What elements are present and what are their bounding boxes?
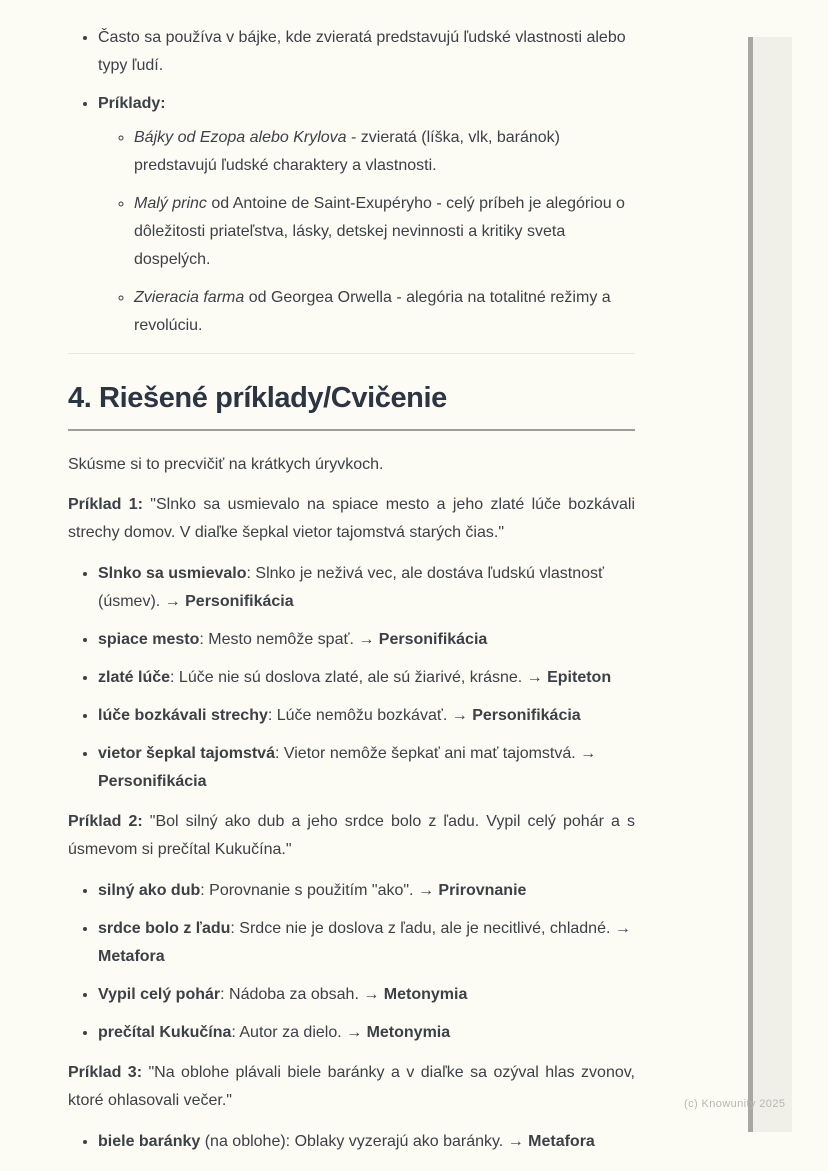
work-description: - zvieratá (líška, vlk, baránok) predstavujú ľudské charaktery a vlastnosti. bbox=[134, 129, 560, 174]
watermark: (c) Knowunity 2025 bbox=[684, 1098, 786, 1110]
example-2-paragraph bbox=[68, 808, 635, 864]
examples-label: Príklady: bbox=[98, 95, 166, 112]
explanation: (na oblohe): Oblaky vyzerajú ako baránky. → bbox=[200, 1133, 529, 1150]
device-name: Personifikácia bbox=[98, 773, 207, 790]
device-name: Prirovnanie bbox=[438, 882, 527, 899]
example-3-paragraph bbox=[68, 1059, 635, 1115]
example-label: Príklad 2: bbox=[68, 813, 143, 830]
allegory-list bbox=[68, 24, 635, 340]
explanation: : Autor za dielo. → bbox=[231, 1024, 367, 1041]
list-item bbox=[134, 190, 635, 274]
allegory-examples-list bbox=[98, 124, 635, 340]
device-name: Personifikácia bbox=[378, 631, 488, 648]
explanation: : Lúče nemôžu bozkávať. → bbox=[267, 707, 473, 724]
scrollbar-thumb[interactable] bbox=[748, 37, 753, 1132]
section-divider bbox=[68, 353, 635, 354]
list-item bbox=[134, 284, 635, 340]
work-title: Malý princ bbox=[134, 195, 207, 212]
term: spiace mesto bbox=[98, 631, 200, 648]
term: lúče bozkávali strechy bbox=[98, 707, 268, 724]
explanation: : Vietor nemôže šepkať ani mať tajomstvá. → bbox=[274, 745, 597, 762]
scrollbar-track[interactable] bbox=[753, 37, 792, 1132]
example-quote: "Bol silný ako dub a jeho srdce bolo z ľadu. Vypil celý pohár a s úsmevom si prečítal Kukučína." bbox=[68, 813, 636, 858]
document-content bbox=[68, 24, 635, 1156]
analysis-item bbox=[98, 915, 635, 971]
term: biele baránky bbox=[98, 1133, 201, 1150]
example-1-paragraph bbox=[68, 491, 635, 547]
list-item bbox=[134, 124, 635, 180]
device-name: Personifikácia bbox=[472, 707, 581, 724]
term: Vypil celý pohár bbox=[98, 986, 221, 1003]
analysis-item bbox=[98, 1128, 635, 1156]
explanation: : Srdce nie je doslova z ľadu, ale je necitlivé, chladné. → bbox=[230, 920, 631, 937]
device-name: Metonymia bbox=[366, 1024, 451, 1041]
example-quote: "Na oblohe plávali biele baránky a v diaľke sa ozýval hlas zvonov, ktoré ohlasovali večer." bbox=[68, 1064, 636, 1109]
device-name: Metafora bbox=[528, 1133, 595, 1150]
analysis-item bbox=[98, 1019, 635, 1047]
example-label: Príklad 3: bbox=[68, 1064, 143, 1081]
term: srdce bolo z ľadu bbox=[98, 920, 231, 937]
example-1-analysis-list bbox=[68, 560, 635, 796]
example-quote: "Slnko sa usmievalo na spiace mesto a jeho zlaté lúče bozkávali strechy domov. V diaľke šepkal vietor tajomstvá starých čias." bbox=[68, 496, 636, 541]
device-name: Epiteton bbox=[547, 669, 612, 686]
device-name: Metonymia bbox=[383, 986, 468, 1003]
analysis-item bbox=[98, 740, 635, 796]
usage-note-text: Často sa používa v bájke, kde zvieratá predstavujú ľudské vlastnosti alebo typy ľudí. bbox=[98, 29, 626, 74]
device-name: Personifikácia bbox=[185, 593, 294, 610]
explanation: : Nádoba za obsah. → bbox=[220, 986, 384, 1003]
list-item bbox=[98, 90, 635, 340]
explanation: : Mesto nemôže spať. → bbox=[199, 631, 379, 648]
term: vietor šepkal tajomstvá bbox=[98, 745, 275, 762]
list-item bbox=[98, 24, 635, 80]
example-2-analysis-list bbox=[68, 877, 635, 1047]
work-description: od Georgea Orwella - alegória na totalitné režimy a revolúciu. bbox=[134, 289, 611, 334]
term: silný ako dub bbox=[98, 882, 201, 899]
term: Slnko sa usmievalo bbox=[98, 565, 247, 582]
work-title: Bájky od Ezopa alebo Krylova bbox=[134, 129, 347, 146]
work-description: od Antoine de Saint-Exupéryho - celý príbeh je alegóriou o dôležitosti priateľstva, lásky, detskej nevinnosti a kritiky sveta dospelých. bbox=[134, 195, 625, 268]
section-heading: 4. Riešené príklady/Cvičenie bbox=[68, 380, 635, 431]
analysis-item bbox=[98, 981, 635, 1009]
device-name: Metafora bbox=[98, 948, 165, 965]
analysis-item bbox=[98, 877, 635, 905]
example-label: Príklad 1: bbox=[68, 496, 143, 513]
explanation: : Porovnanie s použitím "ako". → bbox=[200, 882, 439, 899]
explanation: : Slnko je neživá vec, ale dostáva ľudskú vlastnosť (úsmev). → bbox=[98, 565, 605, 610]
analysis-item bbox=[98, 664, 635, 692]
example-3-analysis-list bbox=[68, 1128, 635, 1156]
explanation: : Lúče nie sú doslova zlaté, ale sú žiarivé, krásne. → bbox=[170, 669, 548, 686]
term: zlaté lúče bbox=[98, 669, 171, 686]
work-title: Zvieracia farma bbox=[134, 289, 245, 306]
analysis-item bbox=[98, 560, 635, 616]
analysis-item bbox=[98, 626, 635, 654]
analysis-item bbox=[98, 702, 635, 730]
section-intro: Skúsme si to precvičiť na krátkych úryvkoch. bbox=[68, 456, 384, 473]
term: prečítal Kukučína bbox=[98, 1024, 232, 1041]
